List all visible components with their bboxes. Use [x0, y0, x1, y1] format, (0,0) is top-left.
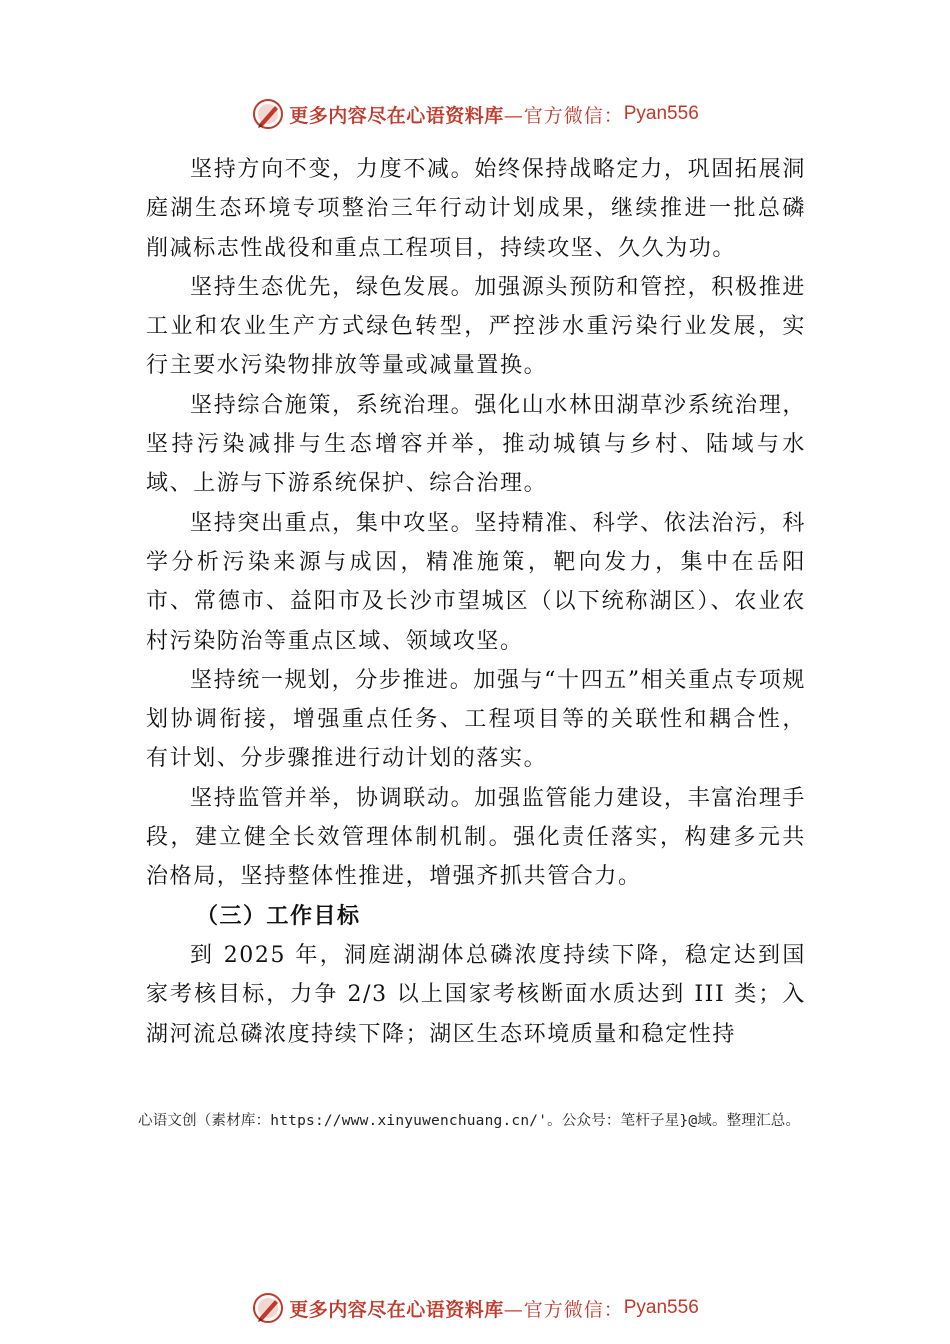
banner-sub-text: —官方微信： — [503, 1298, 624, 1321]
header-watermark-banner — [0, 94, 950, 134]
paragraph-target: 到 2025 年，洞庭湖湖体总磷浓度持续下降，稳定达到国家考核目标，力争 2/3 以上国家考核断面水质达到 III 类；入湖河流总磷浓度持续下降；湖区生态环境质量和稳定性持 — [146, 942, 806, 1047]
banner-main-text: 更多内容尽在心语资料库 — [289, 104, 504, 127]
paragraph-ecology: 坚持生态优先，绿色发展。加强源头预防和管控，积极推进工业和农业生产方式绿色转型，严控涉水重污染行业发展，实行主要水污染物排放等量或减量置换。 — [146, 274, 806, 379]
paragraph-direction: 坚持方向不变，力度不减。始终保持战略定力，巩固拓展洞庭湖生态环境专项整治三年行动计划成果，继续推进一批总磷削减标志性战役和重点工程项目，持续攻坚、久久为功。 — [146, 157, 806, 261]
banner-wechat-id: Pyan556 — [623, 103, 699, 124]
banner-main-text: 更多内容尽在心语资料库 — [289, 1298, 504, 1321]
pen-logo-icon — [251, 97, 285, 131]
banner-wechat-id: Pyan556 — [623, 1297, 699, 1318]
banner-sub-text: —官方微信： — [503, 104, 624, 127]
section-heading: （三）工作目标 — [196, 902, 361, 929]
document-body — [146, 150, 806, 1054]
footnote-text: 心语文创（素材库：https://www.xinyuwenchuang.cn/'。公众号：笔杆子星}@域。整理汇总。 — [138, 1113, 801, 1129]
paragraph-planning: 坚持统一规划，分步推进。加强与“十四五”相关重点专项规划协调衔接，增强重点任务、工程项目等的关联性和耦合性，有计划、分步骤推进行动计划的落实。 — [146, 667, 806, 772]
pen-logo-icon — [251, 1291, 285, 1325]
paragraph-supervision: 坚持监管并举，协调联动。加强监管能力建设，丰富治理手段，建立健全长效管理体制机制。强化责任落实，构建多元共治格局，坚持整体性推进，增强齐抓共管合力。 — [146, 785, 806, 890]
paragraph-comprehensive: 坚持综合施策，系统治理。强化山水林田湖草沙系统治理，坚持污染减排与生态增容并举，推动城镇与乡村、陆域与水域、上游与下游系统保护、综合治理。 — [146, 392, 806, 497]
footer-watermark-banner — [0, 1288, 950, 1328]
paragraph-focus: 坚持突出重点，集中攻坚。坚持精准、科学、依法治污，科学分析污染来源与成因，精准施策，靶向发力，集中在岳阳市、常德市、益阳市及长沙市望城区（以下统称湖区）、农业农村污染防治等重点区域、领域攻坚。 — [146, 510, 806, 654]
